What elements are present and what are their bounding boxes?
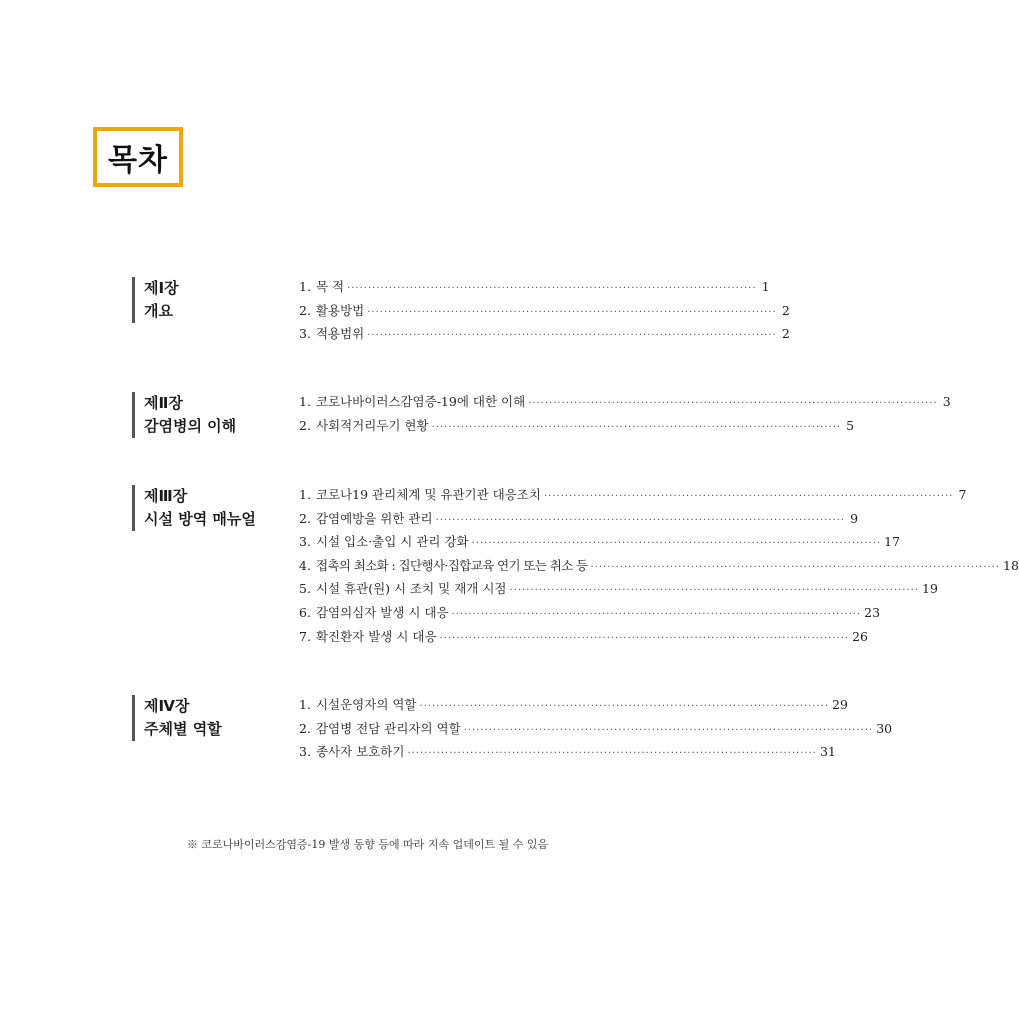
entry-number: 2. bbox=[299, 720, 311, 736]
dot-leader: ·································································································· bbox=[543, 491, 954, 502]
toc-entry[interactable] bbox=[299, 532, 901, 556]
entry-page: 26 bbox=[852, 628, 868, 644]
chapter-number: 제Ⅱ장 bbox=[144, 394, 183, 412]
chapter-heading bbox=[132, 392, 236, 438]
entry-number: 1. bbox=[299, 279, 311, 294]
toc-entry[interactable] bbox=[299, 603, 881, 627]
dot-leader: ·································································································· bbox=[431, 421, 842, 433]
entry-label: 확진환자 발생 시 대응 bbox=[315, 628, 437, 644]
chapter-items bbox=[299, 277, 790, 348]
entry-label: 감염병 전담 관리자의 역할 bbox=[315, 720, 461, 736]
entry-label: 감염예방을 위한 관리 bbox=[315, 510, 433, 526]
entry-number: 1. bbox=[299, 487, 311, 502]
entry-label: 시설운영자의 역할 bbox=[315, 697, 417, 712]
dot-leader: ·································································································· bbox=[451, 608, 862, 620]
entry-number: 4. bbox=[299, 557, 311, 573]
entry-number: 3. bbox=[299, 744, 311, 760]
entry-page: 29 bbox=[832, 697, 848, 712]
dot-leader: ·································································································· bbox=[419, 701, 830, 712]
entry-page: 2 bbox=[781, 326, 790, 342]
entry-page: 19 bbox=[922, 581, 938, 597]
chapter-name: 주체별 역할 bbox=[144, 720, 222, 738]
entry-page: 17 bbox=[884, 534, 901, 550]
entry-page: 18 bbox=[1003, 557, 1019, 573]
chapter-name: 감염병의 이해 bbox=[144, 417, 237, 435]
toc-entry[interactable] bbox=[299, 742, 836, 766]
dot-leader: ·································································································· bbox=[367, 306, 777, 318]
entry-page: 3 bbox=[942, 394, 951, 409]
chapter-items bbox=[299, 392, 951, 439]
dot-leader: ·································································································· bbox=[407, 748, 817, 760]
dot-leader: ·································································································· bbox=[435, 514, 846, 526]
toc-entry[interactable] bbox=[299, 556, 1019, 580]
dot-leader: ·································································································· bbox=[509, 585, 920, 597]
entry-number: 1. bbox=[299, 697, 311, 712]
entry-label: 종사자 보호하기 bbox=[315, 744, 405, 760]
entry-label: 사회적거리두기 현황 bbox=[315, 417, 429, 433]
chapter-heading bbox=[132, 485, 256, 531]
toc-entry[interactable] bbox=[299, 509, 859, 533]
entry-number: 5. bbox=[299, 581, 311, 597]
entry-label: 목 적 bbox=[315, 279, 345, 294]
toc-entry[interactable] bbox=[299, 301, 790, 325]
entry-number: 2. bbox=[299, 510, 311, 526]
dot-leader: ·································································································· bbox=[590, 561, 1001, 573]
entry-number: 3. bbox=[299, 534, 311, 550]
entry-label: 활용방법 bbox=[315, 302, 365, 318]
toc-entry[interactable] bbox=[299, 579, 938, 603]
entry-label: 감염의심자 발생 시 대응 bbox=[315, 604, 449, 620]
entry-label: 접촉의 최소화 : 집단행사·집합교육 연기 또는 취소 등 bbox=[315, 557, 588, 573]
entry-label: 적용범위 bbox=[315, 326, 365, 342]
entry-label: 코로나바이러스감염증-19에 대한 이해 bbox=[315, 394, 526, 409]
entry-number: 2. bbox=[299, 417, 311, 433]
entry-label: 시설 입소·출입 시 관리 강화 bbox=[315, 534, 469, 550]
chapter-number: 제Ⅰ장 bbox=[144, 279, 179, 297]
entry-page: 9 bbox=[850, 510, 859, 526]
chapter-number: 제Ⅲ장 bbox=[144, 487, 188, 505]
toc-entry[interactable] bbox=[299, 324, 790, 348]
entry-page: 7 bbox=[958, 487, 967, 502]
toc-entry[interactable] bbox=[299, 719, 893, 743]
entry-number: 3. bbox=[299, 326, 311, 342]
dot-leader: ·································································································· bbox=[347, 283, 757, 294]
toc-entry[interactable] bbox=[299, 416, 855, 440]
toc-entry[interactable] bbox=[299, 392, 951, 416]
dot-leader: ·································································································· bbox=[528, 398, 938, 409]
chapter-name: 개요 bbox=[144, 302, 173, 320]
entry-label: 시설 휴관(원) 시 조치 및 재개 시점 bbox=[315, 581, 507, 597]
entry-page: 31 bbox=[819, 744, 836, 760]
page-title: 목차 bbox=[93, 127, 183, 187]
footnote: ※ 코로나바이러스감염증-19 발생 동향 등에 따라 지속 업데이트 될 수 있음 bbox=[186, 838, 549, 851]
toc-entry[interactable] bbox=[299, 485, 967, 509]
entry-number: 1. bbox=[299, 394, 311, 409]
toc-entry[interactable] bbox=[299, 277, 770, 301]
entry-number: 6. bbox=[299, 604, 311, 620]
chapter-items bbox=[299, 485, 1019, 650]
entry-page: 2 bbox=[781, 302, 790, 318]
dot-leader: ·································································································· bbox=[471, 538, 882, 550]
chapter-items bbox=[299, 695, 893, 766]
entry-page: 1 bbox=[761, 279, 770, 294]
entry-page: 23 bbox=[864, 604, 881, 620]
dot-leader: ·································································································· bbox=[367, 330, 777, 342]
toc-entry[interactable] bbox=[299, 695, 848, 719]
dot-leader: ·································································································· bbox=[463, 724, 874, 736]
chapter-number: 제Ⅳ장 bbox=[144, 697, 190, 715]
toc-entry[interactable] bbox=[299, 627, 868, 651]
entry-page: 30 bbox=[876, 720, 893, 736]
chapter-name: 시설 방역 매뉴얼 bbox=[144, 510, 256, 528]
entry-page: 5 bbox=[846, 417, 855, 433]
dot-leader: ·································································································· bbox=[439, 632, 850, 644]
entry-number: 7. bbox=[299, 628, 311, 644]
chapter-heading bbox=[132, 695, 222, 741]
entry-label: 코로나19 관리체계 및 유관기관 대응조치 bbox=[315, 487, 541, 502]
entry-number: 2. bbox=[299, 302, 311, 318]
chapter-heading bbox=[132, 277, 179, 323]
